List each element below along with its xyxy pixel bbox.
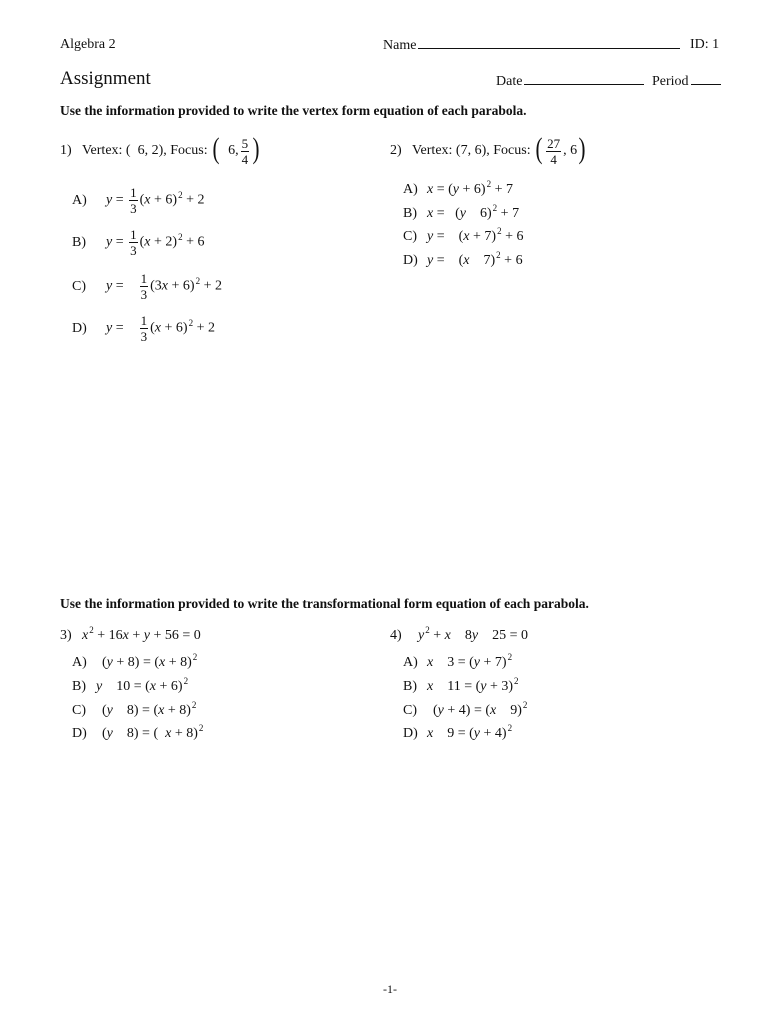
q2-option-a[interactable]: A) $x = (y + 6)^2 + 7$ — [403, 179, 513, 197]
q3-number: 3) — [60, 628, 72, 643]
q1-vertex-text: Vertex: ( — [82, 143, 131, 159]
q1-option-a[interactable]: A) y = $\frac{1}{3}$ $(x + 6)^2 + 2$ — [72, 185, 205, 216]
q1-vertex-vals: 6, 2), Focus: — [137, 143, 208, 159]
q3-option-b[interactable]: B) y $10 = (x + 6)^2$ — [72, 676, 189, 694]
page-title: Assignment — [60, 68, 151, 89]
date-field[interactable] — [496, 73, 644, 90]
q4-option-c[interactable]: C) (y + 4) = (x 9)$^2$ — [403, 700, 528, 718]
q2-focus-y: , 6 — [563, 143, 578, 159]
q2-option-b[interactable]: B) x = (y 6)$^2$ + 7 — [403, 203, 520, 221]
page-number: -1- — [383, 982, 397, 996]
question-1: 1) Vertex: ( 6, 2), Focus: ( 6, $\frac{5}{4}$ ) — [60, 132, 260, 167]
q1-option-d[interactable]: D) y = $\frac{1}{3}$ $(x + 6)^2 + 2$ — [72, 313, 215, 344]
date-line — [524, 73, 644, 85]
q3-option-a[interactable]: A) $(y + 8) = (x + 8)^2$ — [72, 652, 198, 670]
q3-option-d[interactable]: D) (y 8) = ( x + 8)$^2$ — [72, 723, 204, 741]
q2-option-d[interactable]: D) y = (x 7)$^2$ + 6 — [403, 250, 523, 268]
q2-prompt: Vertex: (7, 6), Focus: — [412, 143, 531, 159]
q2-number: 2) — [390, 143, 402, 159]
q1-option-c[interactable]: C) y = $\frac{1}{3}$ $(3x + 6)^2 + 2$ — [72, 271, 222, 302]
question-2: 2) Vertex: (7, 6), Focus: ( $\frac{27}{4}$ , 6) — [390, 132, 586, 167]
q4-number: 4) — [390, 628, 402, 643]
q2-focus-fraction: $\frac{27}{4}$ — [547, 135, 561, 167]
name-field[interactable] — [383, 37, 680, 54]
period-field[interactable] — [652, 73, 721, 90]
period-line — [691, 73, 721, 85]
q3-option-c[interactable]: C) (y $8) = (x + 8)^2$ — [72, 700, 197, 718]
date-label: Date — [496, 74, 523, 89]
q2-option-c[interactable]: C) y = $(x + 7)^2 + 6$ — [403, 226, 524, 244]
question-4: 4) $y^2 + x$ 8y 25 = 0 — [390, 625, 528, 643]
course-name: Algebra 2 — [60, 37, 116, 52]
name-line — [418, 37, 680, 49]
period-label: Period — [652, 74, 689, 89]
q1-focus-x: 6, — [228, 143, 239, 159]
section1-instructions: Use the information provided to write the vertex form equation of each parabola. — [60, 103, 527, 118]
section2-instructions: Use the information provided to write the transformational form equation of each parabola. — [60, 596, 589, 611]
q1-option-b[interactable]: B) y = $\frac{1}{3}$ $(x + 2)^2 + 6$ — [72, 227, 205, 258]
name-label: Name — [383, 38, 417, 53]
q4-option-b[interactable]: B) x $11 = (y + 3)^2$ — [403, 676, 519, 694]
id-label: ID: 1 — [690, 37, 720, 52]
q4-option-d[interactable]: D) x $9 = (y + 4)^2$ — [403, 723, 513, 741]
q1-number: 1) — [60, 143, 72, 159]
q1-focus-fraction: $\frac{5}{4}$ — [241, 135, 249, 167]
q4-option-a[interactable]: A) x $3 = (y + 7)^2$ — [403, 652, 513, 670]
question-3: 3) $x^2 + 16x + y + 56 = 0$ — [60, 625, 201, 643]
